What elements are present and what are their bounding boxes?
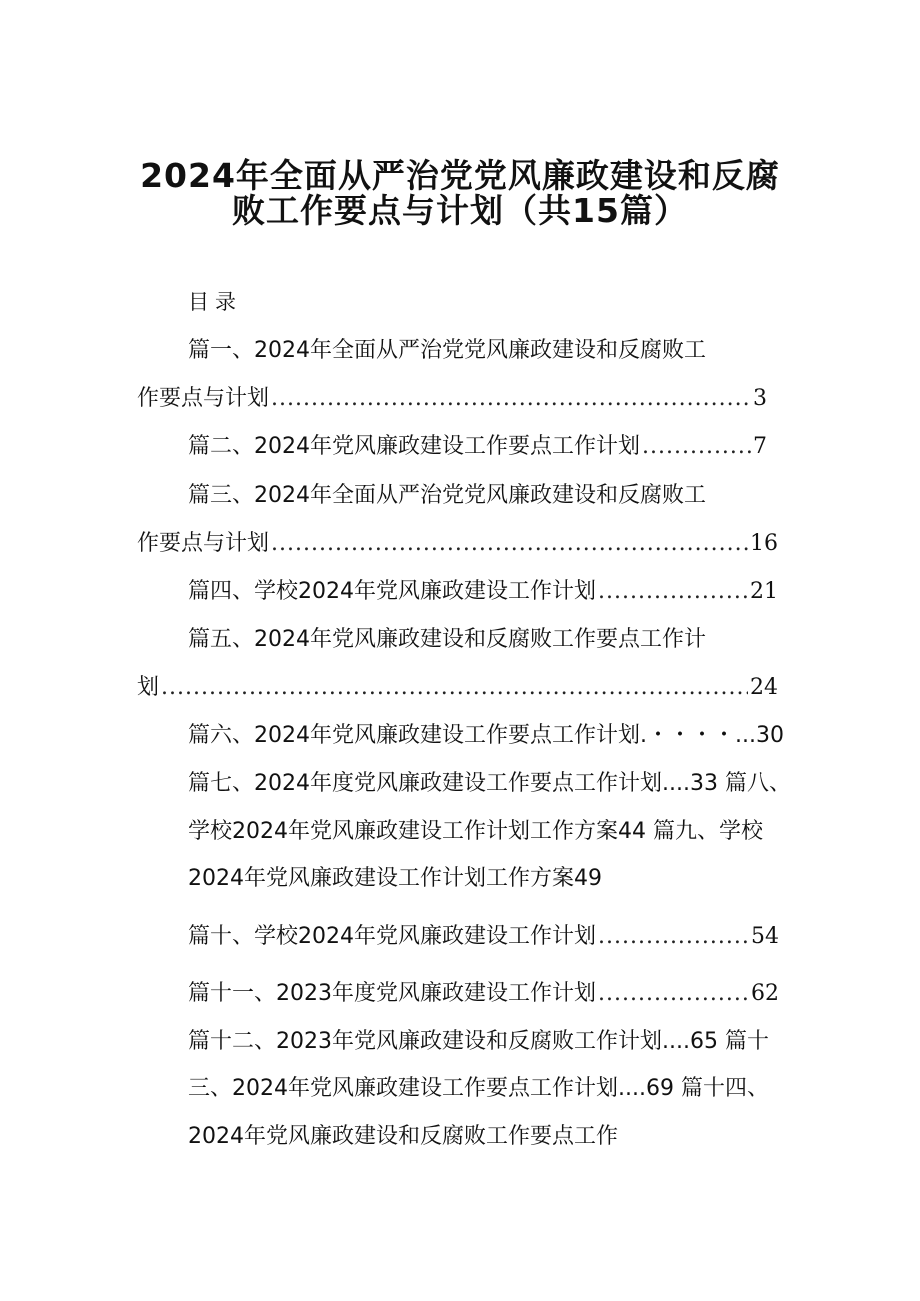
toc-entry-10-title: 篇十、学校2024年党风廉政建设工作计划	[188, 924, 596, 949]
document-title-line-2: 败工作要点与计划（共15篇）	[232, 191, 688, 230]
toc-entry-7-line-2: 学校2024年党风廉政建设工作计划工作方案44 篇九、学校	[188, 819, 763, 844]
toc-entry-3-page: 16	[750, 531, 778, 556]
toc-entry-12-line-1: 篇十二、2023年党风廉政建设和反腐败工作计划....65 篇十	[188, 1029, 769, 1054]
toc-entry-6: 篇六、2024年党风廉政建设工作要点工作计划.・・・・...30	[188, 723, 784, 748]
toc-leader-dots	[598, 979, 749, 1009]
toc-entry-2-page: 7	[753, 434, 767, 459]
toc-entry-12-line-3: 2024年党风廉政建设和反腐败工作要点工作	[188, 1124, 618, 1149]
toc-entry-3-line-2	[137, 529, 778, 559]
toc-entry-7-line-1: 篇七、2024年度党风廉政建设工作要点工作计划....33 篇八、	[188, 771, 791, 796]
toc-entry-5-title: 划	[137, 675, 160, 700]
toc-entry-3-line-1: 篇三、2024年全面从严治党党风廉政建设和反腐败工	[188, 483, 706, 508]
toc-entry-10	[188, 922, 779, 952]
toc-entry-1-page: 3	[753, 386, 767, 411]
toc-leader-dots	[271, 384, 751, 414]
toc-entry-1-line-1: 篇一、2024年全面从严治党党风廉政建设和反腐败工	[188, 338, 706, 363]
toc-entry-2-title: 篇二、2024年党风廉政建设工作要点工作计划	[188, 434, 640, 459]
toc-entry-4	[188, 577, 778, 607]
toc-heading: 目录	[188, 290, 242, 314]
toc-leader-dots	[161, 673, 748, 703]
toc-entry-12-line-2: 三、2024年党风廉政建设工作要点工作计划....69 篇十四、	[188, 1076, 769, 1101]
toc-entry-4-page: 21	[750, 579, 778, 604]
toc-entry-4-title: 篇四、学校2024年党风廉政建设工作计划	[188, 579, 596, 604]
toc-entry-11-page: 62	[751, 981, 779, 1006]
toc-entry-5-line-2	[137, 673, 778, 703]
toc-leader-dots	[642, 432, 751, 462]
toc-entry-1-line-2	[137, 384, 767, 414]
toc-leader-dots	[271, 529, 748, 559]
toc-entry-5-page: 24	[750, 675, 778, 700]
toc-entry-3-title: 作要点与计划	[137, 531, 270, 556]
toc-entry-2	[188, 432, 767, 462]
toc-entry-11-title: 篇十一、2023年度党风廉政建设工作计划	[188, 981, 596, 1006]
toc-entry-5-line-1: 篇五、2024年党风廉政建设和反腐败工作要点工作计	[188, 627, 706, 652]
toc-entry-1-title: 作要点与计划	[137, 386, 270, 411]
toc-leader-dots	[598, 922, 749, 952]
document-title-line-1: 2024年全面从严治党党风廉政建设和反腐	[140, 156, 780, 195]
toc-entry-10-page: 54	[751, 924, 779, 949]
toc-entry-11	[188, 979, 779, 1009]
toc-leader-dots	[598, 577, 748, 607]
toc-entry-7-line-3: 2024年党风廉政建设工作计划工作方案49	[188, 866, 602, 891]
